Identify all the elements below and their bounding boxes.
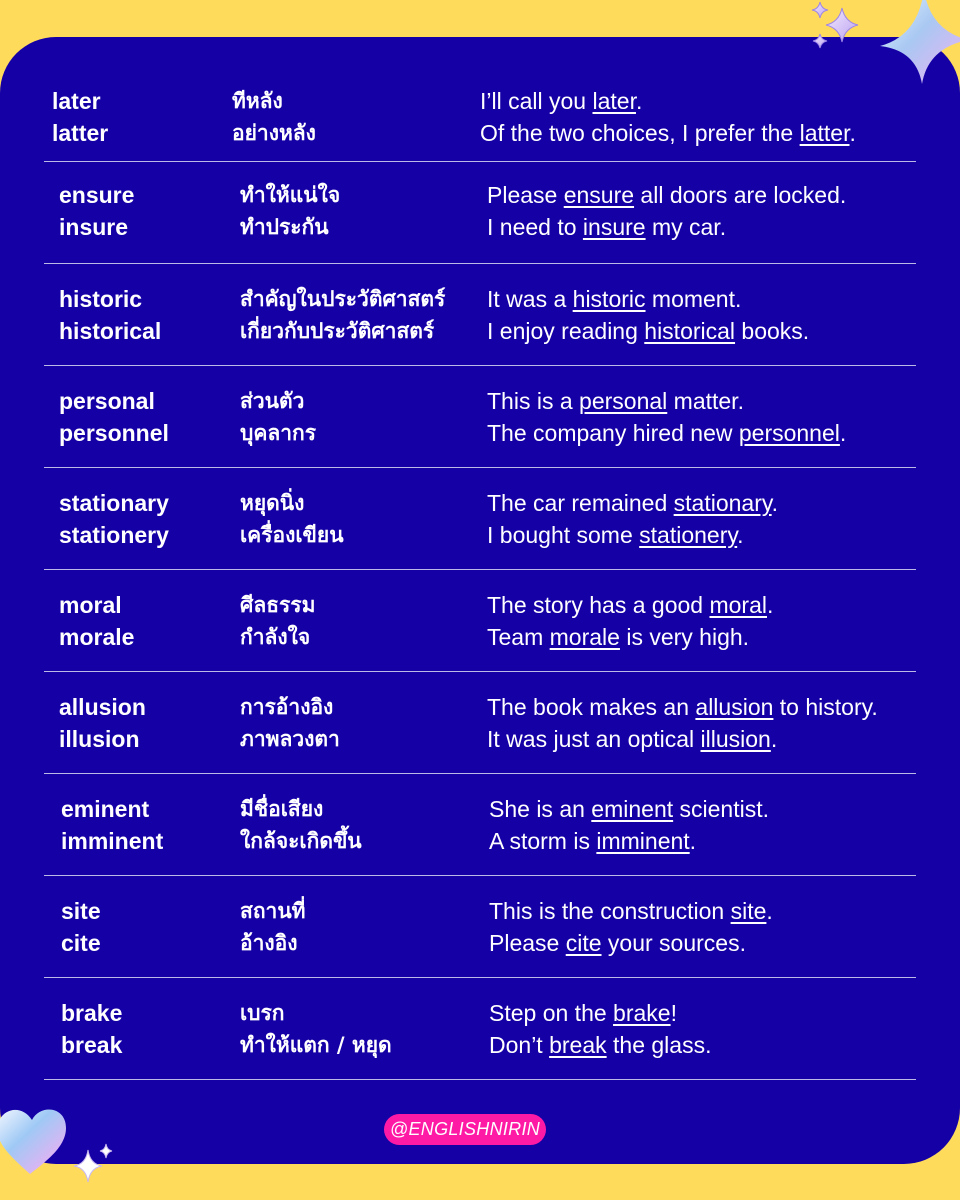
english-word: allusion: [59, 694, 146, 720]
sentence-text: This is the construction: [489, 898, 731, 924]
row-divider: [44, 671, 916, 672]
thai-meaning: สำคัญในประวัติศาสตร์: [240, 287, 446, 311]
thai-meaning: ศีลธรรม: [240, 593, 316, 617]
author-handle-badge: @ENGLISHNIRIN: [384, 1114, 546, 1145]
example-sentence: [487, 385, 744, 417]
thai-meaning: สถานที่: [240, 899, 306, 923]
example-sentence: [487, 211, 726, 243]
english-word: historic: [59, 286, 143, 312]
example-sentence: [487, 691, 878, 723]
row-divider: [44, 569, 916, 570]
example-sentence: [489, 927, 746, 959]
word-pair-row: [0, 85, 960, 187]
thai-meaning: ทีหลัง: [232, 89, 283, 113]
sentence-text: matter.: [667, 388, 744, 414]
sentence-text: The company hired new: [487, 420, 739, 446]
word-pair-row: [0, 895, 960, 997]
thai-meaning: เครื่องเขียน: [240, 523, 344, 547]
english-word: stationary: [59, 490, 169, 516]
highlighted-word: illusion: [700, 726, 771, 752]
word-pair-row: [0, 589, 960, 691]
example-sentence: [489, 1029, 711, 1061]
english-word: later: [52, 88, 101, 114]
sentence-text: .: [849, 120, 856, 146]
thai-meaning: อย่างหลัง: [232, 121, 316, 145]
row-divider: [44, 365, 916, 366]
english-word: moral: [59, 592, 122, 618]
english-word: historical: [59, 318, 162, 344]
sentence-text: The book makes an: [487, 694, 696, 720]
sentence-text: .: [689, 828, 697, 854]
thai-meaning: มีชื่อเสียง: [240, 797, 324, 821]
word-pair-row: [0, 793, 960, 895]
sentence-text: The car remained: [487, 490, 674, 516]
sentence-text: books.: [735, 318, 810, 344]
highlighted-word: cite: [565, 930, 602, 956]
english-word: personal: [59, 388, 155, 414]
sentence-text: my car.: [645, 214, 727, 240]
thai-meaning: กำลังใจ: [240, 625, 311, 649]
english-word: ensure: [59, 182, 135, 208]
sentence-text: moment.: [645, 286, 742, 312]
sentence-text: I’ll call you: [480, 88, 593, 114]
sentence-text: .: [770, 726, 778, 752]
highlighted-word: moral: [709, 592, 767, 618]
sentence-text: scientist.: [673, 796, 769, 822]
english-word: eminent: [61, 796, 150, 822]
highlighted-word: morale: [549, 624, 620, 650]
sentence-text: .: [737, 522, 744, 548]
highlighted-word: imminent: [596, 828, 690, 854]
vocabulary-card: [0, 37, 960, 1164]
english-word: brake: [61, 1000, 123, 1026]
english-word: morale: [59, 624, 135, 650]
thai-meaning: ภาพลวงตา: [240, 727, 340, 751]
highlighted-word: personnel: [738, 420, 840, 446]
word-pair-row: [0, 487, 960, 589]
english-word: cite: [61, 930, 101, 956]
chrome-heart-icon: [0, 1104, 70, 1176]
row-divider: [44, 875, 916, 876]
row-divider: [44, 1079, 916, 1080]
english-word: stationery: [59, 522, 169, 548]
thai-meaning: ทำให้แน่ใจ: [240, 183, 341, 207]
sentence-text: to history.: [773, 694, 878, 720]
example-sentence: [487, 589, 773, 621]
sparkle-icon: [806, 0, 868, 58]
example-sentence: [489, 793, 769, 825]
thai-meaning: ทำประกัน: [240, 215, 329, 239]
sentence-text: all doors are locked.: [634, 182, 847, 208]
small-sparkle-icon: [70, 1140, 118, 1188]
sentence-text: Please: [487, 182, 564, 208]
english-word: illusion: [59, 726, 140, 752]
word-pair-row: [0, 997, 960, 1099]
row-divider: [44, 263, 916, 264]
row-divider: [44, 977, 916, 978]
example-sentence: [487, 519, 744, 551]
word-pair-row: [0, 179, 960, 281]
thai-meaning: เกี่ยวกับประวัติศาสตร์: [240, 319, 435, 343]
example-sentence: [489, 997, 677, 1029]
sentence-text: .: [766, 898, 773, 924]
thai-meaning: บุคลากร: [240, 421, 317, 445]
sentence-text: I bought some: [487, 522, 640, 548]
thai-meaning: ทำให้แตก / หยุด: [240, 1033, 392, 1057]
thai-meaning: ใกล้จะเกิดขึ้น: [240, 829, 362, 853]
example-sentence: [487, 417, 846, 449]
sentence-text: I enjoy reading: [487, 318, 645, 344]
chrome-star-icon: [878, 0, 960, 84]
sentence-text: !: [670, 1000, 677, 1026]
highlighted-word: ensure: [563, 182, 635, 208]
sentence-text: .: [771, 490, 779, 516]
highlighted-word: eminent: [591, 796, 674, 822]
word-pair-row: [0, 385, 960, 487]
highlighted-word: later: [592, 88, 636, 114]
highlighted-word: latter: [799, 120, 850, 146]
sentence-text: the glass.: [606, 1032, 712, 1058]
highlighted-word: historical: [644, 318, 736, 344]
example-sentence: [487, 179, 846, 211]
row-divider: [44, 161, 916, 162]
sentence-text: Step on the: [489, 1000, 614, 1026]
thai-meaning: การอ้างอิง: [240, 695, 334, 719]
word-pair-row: [0, 691, 960, 793]
sentence-text: I need to: [487, 214, 583, 240]
sentence-text: A storm is: [489, 828, 597, 854]
sentence-text: Please: [489, 930, 566, 956]
row-divider: [44, 467, 916, 468]
example-sentence: [487, 315, 809, 347]
sentence-text: This is a: [487, 388, 580, 414]
highlighted-word: personal: [579, 388, 668, 414]
sentence-text: Team: [487, 624, 550, 650]
english-word: break: [61, 1032, 123, 1058]
sentence-text: your sources.: [601, 930, 746, 956]
english-word: site: [61, 898, 101, 924]
sentence-text: She is an: [489, 796, 592, 822]
example-sentence: [487, 487, 778, 519]
english-word: insure: [59, 214, 129, 240]
example-sentence: [487, 621, 749, 653]
sentence-text: It was a: [487, 286, 573, 312]
highlighted-word: site: [730, 898, 767, 924]
sentence-text: .: [635, 88, 643, 114]
thai-meaning: ส่วนตัว: [240, 389, 305, 413]
sentence-text: Don’t: [489, 1032, 550, 1058]
sentence-text: Of the two choices, I prefer the: [480, 120, 800, 146]
row-divider: [44, 773, 916, 774]
example-sentence: [480, 117, 856, 149]
example-sentence: [489, 895, 773, 927]
highlighted-word: historic: [572, 286, 646, 312]
example-sentence: [480, 85, 642, 117]
highlighted-word: insure: [582, 214, 646, 240]
sentence-text: .: [839, 420, 847, 446]
thai-meaning: อ้างอิง: [240, 931, 298, 955]
example-sentence: [489, 825, 696, 857]
sentence-text: .: [766, 592, 774, 618]
word-pair-row: [0, 283, 960, 385]
example-sentence: [487, 283, 741, 315]
sentence-text: is very high.: [619, 624, 750, 650]
english-word: imminent: [61, 828, 164, 854]
sentence-text: The story has a good: [487, 592, 710, 618]
highlighted-word: allusion: [695, 694, 774, 720]
english-word: personnel: [59, 420, 169, 446]
highlighted-word: break: [549, 1032, 607, 1058]
sentence-text: It was just an optical: [487, 726, 701, 752]
example-sentence: [487, 723, 777, 755]
highlighted-word: stationery: [639, 522, 738, 548]
thai-meaning: หยุดนิ่ง: [240, 491, 305, 515]
highlighted-word: stationary: [673, 490, 772, 516]
thai-meaning: เบรก: [240, 1001, 285, 1025]
highlighted-word: brake: [613, 1000, 671, 1026]
english-word: latter: [52, 120, 109, 146]
